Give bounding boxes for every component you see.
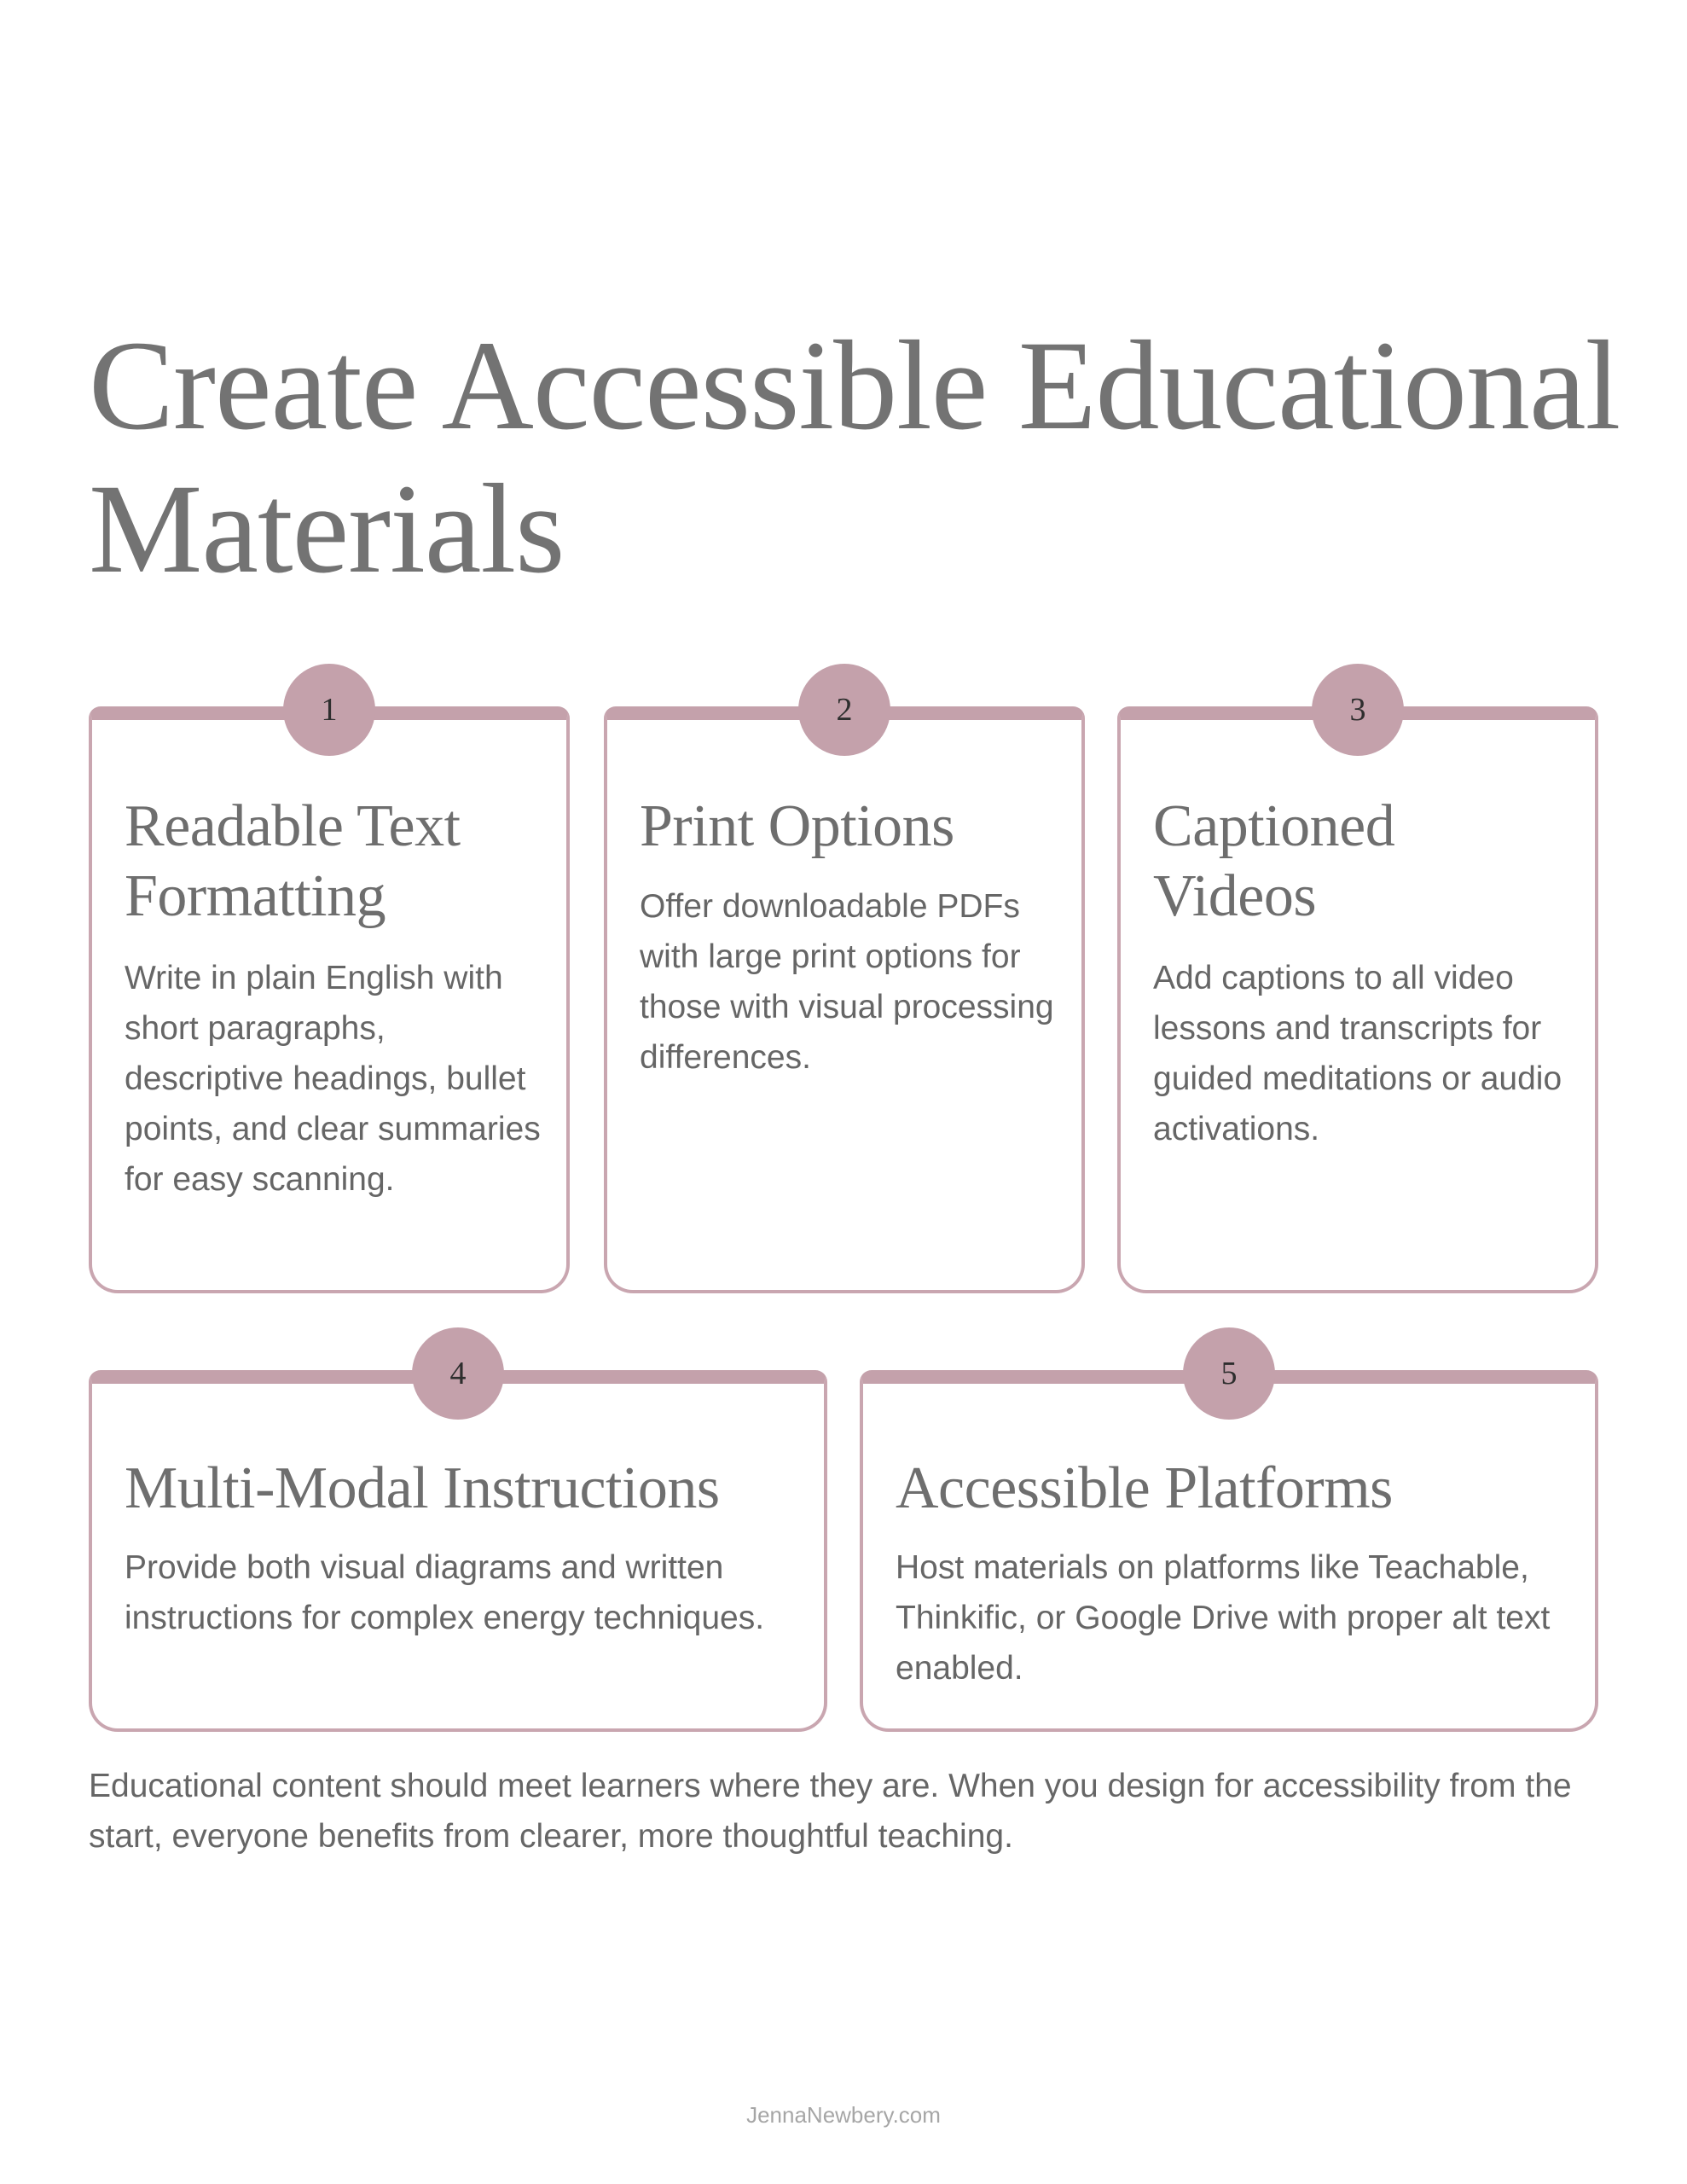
step-number-badge: 3 [1312, 664, 1404, 756]
card-title: Readable Text Formatting [125, 793, 461, 929]
card-description: Offer downloadable PDFs with large print options for those with visual processing differences. [640, 888, 1054, 1076]
card-title: Print Options [640, 793, 954, 859]
card-title: Multi-Modal Instructions [125, 1455, 720, 1521]
footer-website: JennaNewbery.com [746, 2102, 941, 2128]
step-number-badge: 5 [1183, 1327, 1275, 1420]
card-title: Captioned Videos [1153, 793, 1395, 929]
card-description: Host materials on platforms like Teachable, Thinkific, or Google Drive with proper alt text enabled. [896, 1549, 1551, 1687]
card-description: Add captions to all video lessons and transcripts for guided meditations or audio activations. [1153, 960, 1562, 1147]
card-description: Provide both visual diagrams and written instructions for complex energy techniques. [125, 1549, 765, 1636]
card-description: Write in plain English with short paragraphs, descriptive headings, bullet points, and clear summaries for easy scanning. [125, 960, 541, 1198]
closing-paragraph: Educational content should meet learners where they are. When you design for accessibility from the start, everyone benefits from clearer, more thoughtful teaching. [89, 1768, 1572, 1855]
step-number-badge: 2 [798, 664, 890, 756]
step-number-badge: 4 [412, 1327, 504, 1420]
card-title: Accessible Platforms [896, 1455, 1393, 1521]
page-title: Create Accessible Educational Materials [89, 315, 1620, 600]
step-number-badge: 1 [283, 664, 375, 756]
